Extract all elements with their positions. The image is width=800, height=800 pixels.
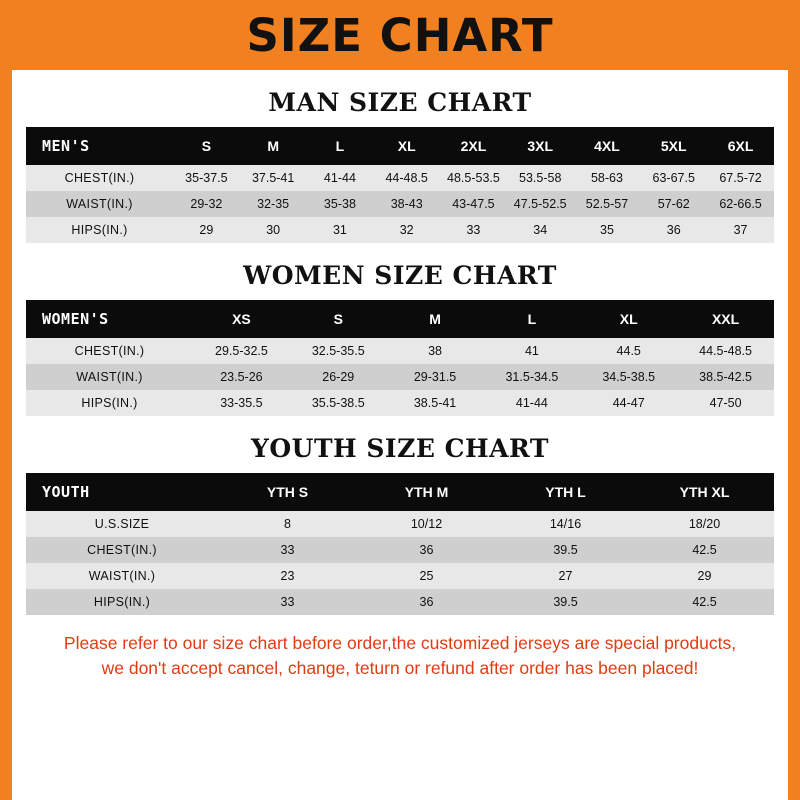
- men-waist-1: 32-35: [240, 191, 307, 217]
- table-row: [26, 165, 774, 191]
- men-chest-5: 53.5-58: [507, 165, 574, 191]
- men-hips-8: 37: [707, 217, 774, 243]
- youth-waist-2: 27: [496, 563, 635, 589]
- men-size-table: [26, 127, 774, 243]
- women-size-table: [26, 300, 774, 416]
- youth-row-label-header: YOUTH: [26, 473, 218, 511]
- women-col-5: XXL: [677, 300, 774, 338]
- youth-row-label-chest: CHEST(IN.): [26, 537, 218, 563]
- men-chest-0: 35-37.5: [173, 165, 240, 191]
- youth-ussize-3: 18/20: [635, 511, 774, 537]
- table-row: [26, 217, 774, 243]
- men-col-4: 2XL: [440, 127, 507, 165]
- table-header-row: [26, 473, 774, 511]
- youth-ussize-1: 10/12: [357, 511, 496, 537]
- youth-chest-1: 36: [357, 537, 496, 563]
- men-chest-1: 37.5-41: [240, 165, 307, 191]
- women-chest-3: 41: [483, 338, 580, 364]
- youth-ussize-0: 8: [218, 511, 357, 537]
- women-col-3: L: [483, 300, 580, 338]
- youth-table-body: [26, 511, 774, 615]
- men-col-6: 4XL: [574, 127, 641, 165]
- women-waist-0: 23.5-26: [193, 364, 290, 390]
- table-row: [26, 511, 774, 537]
- youth-size-table: [26, 473, 774, 615]
- youth-row-label-hips: HIPS(IN.): [26, 589, 218, 615]
- men-chest-3: 44-48.5: [373, 165, 440, 191]
- men-col-0: S: [173, 127, 240, 165]
- table-header-row: [26, 127, 774, 165]
- youth-hips-2: 39.5: [496, 589, 635, 615]
- section-title-youth: YOUTH SIZE CHART: [251, 434, 549, 463]
- youth-ussize-2: 14/16: [496, 511, 635, 537]
- youth-waist-1: 25: [357, 563, 496, 589]
- men-chest-8: 67.5-72: [707, 165, 774, 191]
- women-row-label-hips: HIPS(IN.): [26, 390, 193, 416]
- table-row: [26, 191, 774, 217]
- table-row: [26, 537, 774, 563]
- women-hips-3: 41-44: [483, 390, 580, 416]
- youth-row-label-us-size: U.S.SIZE: [26, 511, 218, 537]
- women-col-0: XS: [193, 300, 290, 338]
- men-col-2: L: [307, 127, 374, 165]
- youth-waist-0: 23: [218, 563, 357, 589]
- men-waist-8: 62-66.5: [707, 191, 774, 217]
- women-table-body: [26, 338, 774, 416]
- women-chest-4: 44.5: [580, 338, 677, 364]
- table-header-row: [26, 300, 774, 338]
- men-hips-3: 32: [373, 217, 440, 243]
- women-row-label-waist: WAIST(IN.): [26, 364, 193, 390]
- youth-col-3: YTH XL: [635, 473, 774, 511]
- men-chest-6: 58-63: [574, 165, 641, 191]
- men-hips-6: 35: [574, 217, 641, 243]
- women-waist-4: 34.5-38.5: [580, 364, 677, 390]
- men-chest-2: 41-44: [307, 165, 374, 191]
- women-row-label-header: WOMEN'S: [26, 300, 193, 338]
- women-chest-0: 29.5-32.5: [193, 338, 290, 364]
- women-table-head: [26, 300, 774, 338]
- youth-waist-3: 29: [635, 563, 774, 589]
- men-waist-0: 29-32: [173, 191, 240, 217]
- women-hips-4: 44-47: [580, 390, 677, 416]
- men-chest-4: 48.5-53.5: [440, 165, 507, 191]
- women-chest-2: 38: [387, 338, 484, 364]
- women-waist-3: 31.5-34.5: [483, 364, 580, 390]
- men-waist-2: 35-38: [307, 191, 374, 217]
- footer-disclaimer: [26, 615, 774, 682]
- women-col-4: XL: [580, 300, 677, 338]
- header-banner: [0, 0, 800, 70]
- men-hips-2: 31: [307, 217, 374, 243]
- chart-content: [12, 88, 788, 682]
- men-col-1: M: [240, 127, 307, 165]
- women-col-1: S: [290, 300, 387, 338]
- table-row: [26, 390, 774, 416]
- table-row: [26, 563, 774, 589]
- youth-table-head: [26, 473, 774, 511]
- women-chest-5: 44.5-48.5: [677, 338, 774, 364]
- table-row: [26, 589, 774, 615]
- men-col-3: XL: [373, 127, 440, 165]
- men-hips-7: 36: [640, 217, 707, 243]
- youth-row-label-waist: WAIST(IN.): [26, 563, 218, 589]
- page-title: SIZE CHART: [246, 8, 554, 62]
- footer-line-1: Please refer to our size chart before order,the customized jerseys are special products,: [63, 633, 737, 653]
- women-row-label-chest: CHEST(IN.): [26, 338, 193, 364]
- youth-hips-3: 42.5: [635, 589, 774, 615]
- footer-line-2: we don't accept cancel, change, teturn or refund after order has been placed!: [101, 658, 699, 679]
- youth-chest-3: 42.5: [635, 537, 774, 563]
- women-col-2: M: [387, 300, 484, 338]
- men-col-7: 5XL: [640, 127, 707, 165]
- women-waist-1: 26-29: [290, 364, 387, 390]
- women-chest-1: 32.5-35.5: [290, 338, 387, 364]
- men-hips-1: 30: [240, 217, 307, 243]
- men-waist-3: 38-43: [373, 191, 440, 217]
- men-row-label-header: MEN'S: [26, 127, 173, 165]
- men-table-head: [26, 127, 774, 165]
- section-title-women: WOMEN SIZE CHART: [243, 261, 557, 290]
- youth-hips-0: 33: [218, 589, 357, 615]
- men-col-5: 3XL: [507, 127, 574, 165]
- youth-chest-2: 39.5: [496, 537, 635, 563]
- men-row-label-chest: CHEST(IN.): [26, 165, 173, 191]
- youth-chest-0: 33: [218, 537, 357, 563]
- men-waist-6: 52.5-57: [574, 191, 641, 217]
- table-row: [26, 364, 774, 390]
- youth-col-1: YTH M: [357, 473, 496, 511]
- men-row-label-hips: HIPS(IN.): [26, 217, 173, 243]
- youth-col-2: YTH L: [496, 473, 635, 511]
- men-hips-4: 33: [440, 217, 507, 243]
- men-row-label-waist: WAIST(IN.): [26, 191, 173, 217]
- women-waist-5: 38.5-42.5: [677, 364, 774, 390]
- men-waist-4: 43-47.5: [440, 191, 507, 217]
- section-title-men: MAN SIZE CHART: [268, 88, 532, 117]
- women-hips-2: 38.5-41: [387, 390, 484, 416]
- women-hips-5: 47-50: [677, 390, 774, 416]
- men-waist-5: 47.5-52.5: [507, 191, 574, 217]
- men-chest-7: 63-67.5: [640, 165, 707, 191]
- women-waist-2: 29-31.5: [387, 364, 484, 390]
- men-table-body: [26, 165, 774, 243]
- women-hips-0: 33-35.5: [193, 390, 290, 416]
- men-col-8: 6XL: [707, 127, 774, 165]
- table-row: [26, 338, 774, 364]
- youth-col-0: YTH S: [218, 473, 357, 511]
- youth-hips-1: 36: [357, 589, 496, 615]
- men-waist-7: 57-62: [640, 191, 707, 217]
- men-hips-5: 34: [507, 217, 574, 243]
- women-hips-1: 35.5-38.5: [290, 390, 387, 416]
- men-hips-0: 29: [173, 217, 240, 243]
